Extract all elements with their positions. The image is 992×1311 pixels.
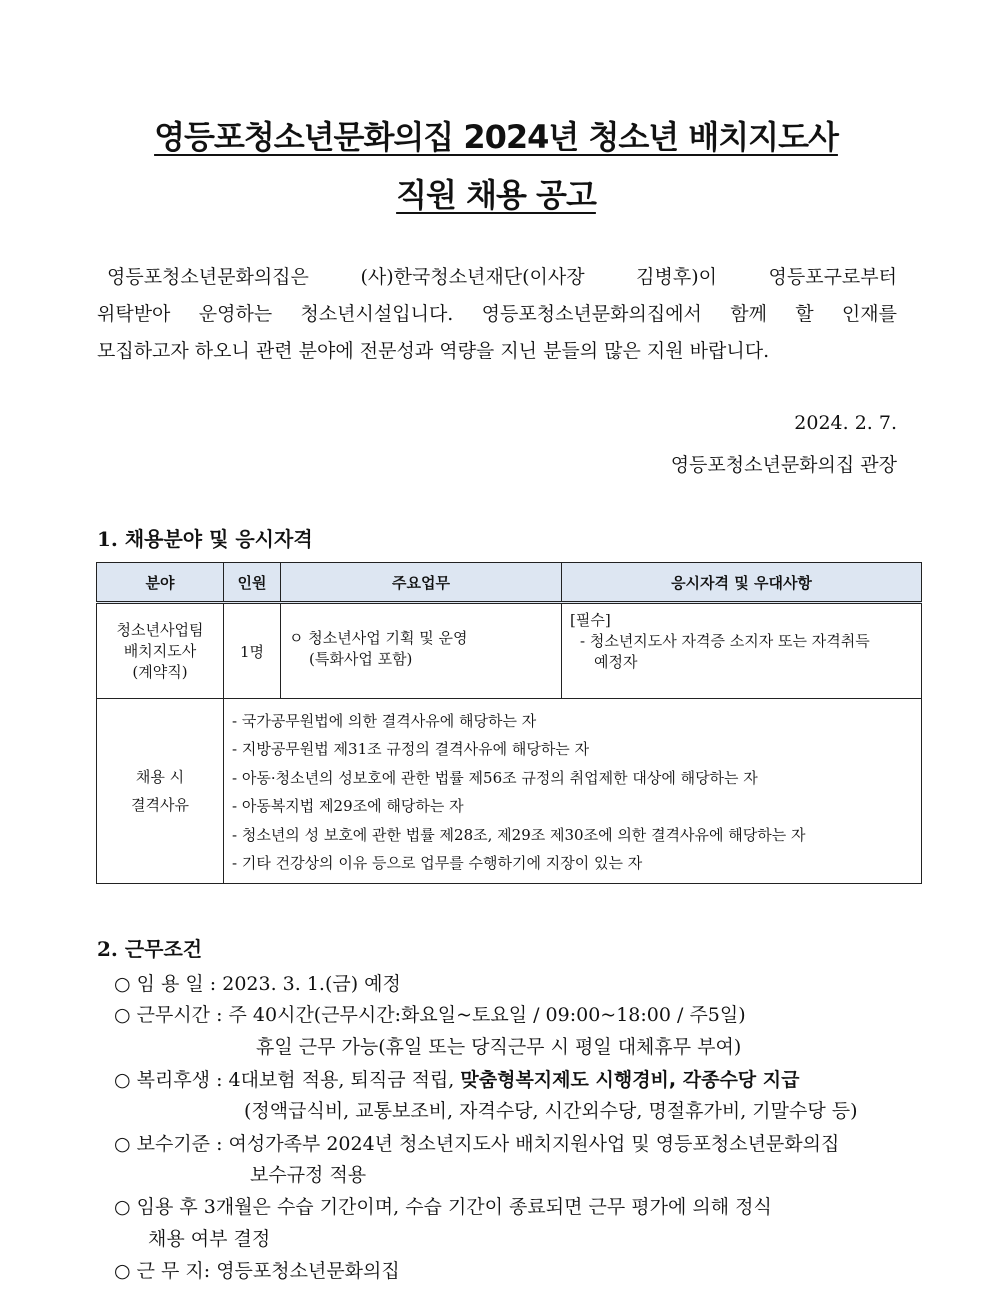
- duties-cell: [281, 603, 562, 699]
- section-1-title: 1. 채용분야 및 응시자격: [97, 527, 313, 551]
- disq-label-line: 결격사유: [131, 796, 189, 815]
- condition-pay: ○ 보수기준 : 여성가족부 2024년 청소년지도사 배치지원사업 및 영등포청소년문화의집: [114, 1133, 840, 1155]
- welfare-text: ○ 복리후생 : 4대보험 적용, 퇴직금 적립,: [114, 1069, 461, 1091]
- condition-welfare-detail: (정액급식비, 교통보조비, 자격수당, 시간외수당, 명절휴가비, 기말수당 등): [244, 1100, 858, 1122]
- announcement-date: 2024. 2. 7.: [794, 412, 897, 434]
- intro-line: 영등포청소년문화의집은 (사)한국청소년재단(이사장 김병후)이 영등포구로부터: [107, 266, 897, 288]
- intro-line: 위탁받아 운영하는 청소년시설입니다. 영등포청소년문화의집에서 함께 할 인재를: [97, 303, 897, 325]
- header-duties: 주요업무: [281, 563, 562, 603]
- header-field: 분야: [97, 563, 224, 603]
- table-header-row: [97, 563, 922, 603]
- headcount-cell: 1명: [224, 603, 281, 699]
- recruitment-table: [96, 562, 922, 884]
- disq-item: - 아동복지법 제29조에 해당하는 자: [232, 797, 464, 816]
- disq-label-line: 채용 시: [135, 768, 185, 787]
- condition-workplace: ○ 근 무 지: 영등포청소년문화의집: [114, 1260, 400, 1282]
- condition-probation: ○ 임용 후 3개월은 수습 기간이며, 수습 기간이 종료되면 근무 평가에 의해 정식: [114, 1196, 772, 1218]
- disq-item: - 청소년의 성 보호에 관한 법률 제28조, 제29조 제30조에 의한 결격사유에 해당하는 자: [232, 825, 806, 844]
- qual-heading: [필수]: [570, 611, 611, 629]
- disq-item: - 국가공무원법에 의한 결격사유에 해당하는 자: [232, 712, 537, 730]
- header-headcount: 인원: [224, 563, 281, 603]
- intro-paragraph: [97, 259, 897, 370]
- disq-item: - 아동·청소년의 성보호에 관한 법률 제56조 규정의 취업제한 대상에 해당하는 자: [232, 768, 758, 787]
- welfare-highlight: 맞춤형복지제도 시행경비, 각종수당 지급: [460, 1069, 800, 1091]
- disqualification-label-cell: [97, 699, 224, 884]
- condition-pay-note: 보수규정 적용: [250, 1164, 367, 1186]
- table-row: [97, 699, 922, 884]
- qual-line: - 청소년지도사 자격증 소지자 또는 자격취득: [580, 632, 870, 650]
- table-row: [97, 603, 922, 699]
- field-line: 청소년사업팀: [116, 620, 204, 639]
- duties-line: (특화사업 포함): [309, 650, 413, 668]
- page-title: 영등포청소년문화의집 2024년 청소년 배치지도사: [154, 118, 838, 156]
- page-subtitle: 직원 채용 공고: [396, 176, 596, 214]
- intro-line: 모집하고자 하오니 관련 분야에 전문성과 역량을 지닌 분들의 많은 지원 바랍니다.: [97, 340, 770, 362]
- section-2-title: 2. 근무조건: [97, 937, 203, 961]
- condition-probation-note: 채용 여부 결정: [148, 1228, 271, 1250]
- condition-hours: ○ 근무시간 : 주 40시간(근무시간:화요일~토요일 / 09:00~18:00 / 주5일): [114, 1004, 746, 1026]
- field-line: (계약직): [132, 662, 188, 681]
- condition-start-date: ○ 임 용 일 : 2023. 3. 1.(금) 예정: [114, 973, 401, 995]
- qualifications-cell: [562, 603, 922, 699]
- issuer: 영등포청소년문화의집 관장: [670, 454, 897, 476]
- disqualification-list-cell: [224, 699, 922, 884]
- field-cell: [97, 603, 224, 699]
- field-line: 배치지도사: [123, 641, 197, 660]
- disq-item: - 지방공무원법 제31조 규정의 결격사유에 해당하는 자: [232, 740, 590, 759]
- duties-line: ㅇ 청소년사업 기획 및 운영: [289, 629, 468, 647]
- qual-line: 예정자: [594, 653, 638, 671]
- header-qualifications: 응시자격 및 우대사항: [562, 563, 922, 603]
- disq-item: - 기타 건강상의 이유 등으로 업무를 수행하기에 지장이 있는 자: [232, 854, 643, 873]
- condition-welfare: [114, 1065, 799, 1092]
- condition-hours-note: 휴일 근무 가능(휴일 또는 당직근무 시 평일 대체휴무 부여): [256, 1036, 742, 1058]
